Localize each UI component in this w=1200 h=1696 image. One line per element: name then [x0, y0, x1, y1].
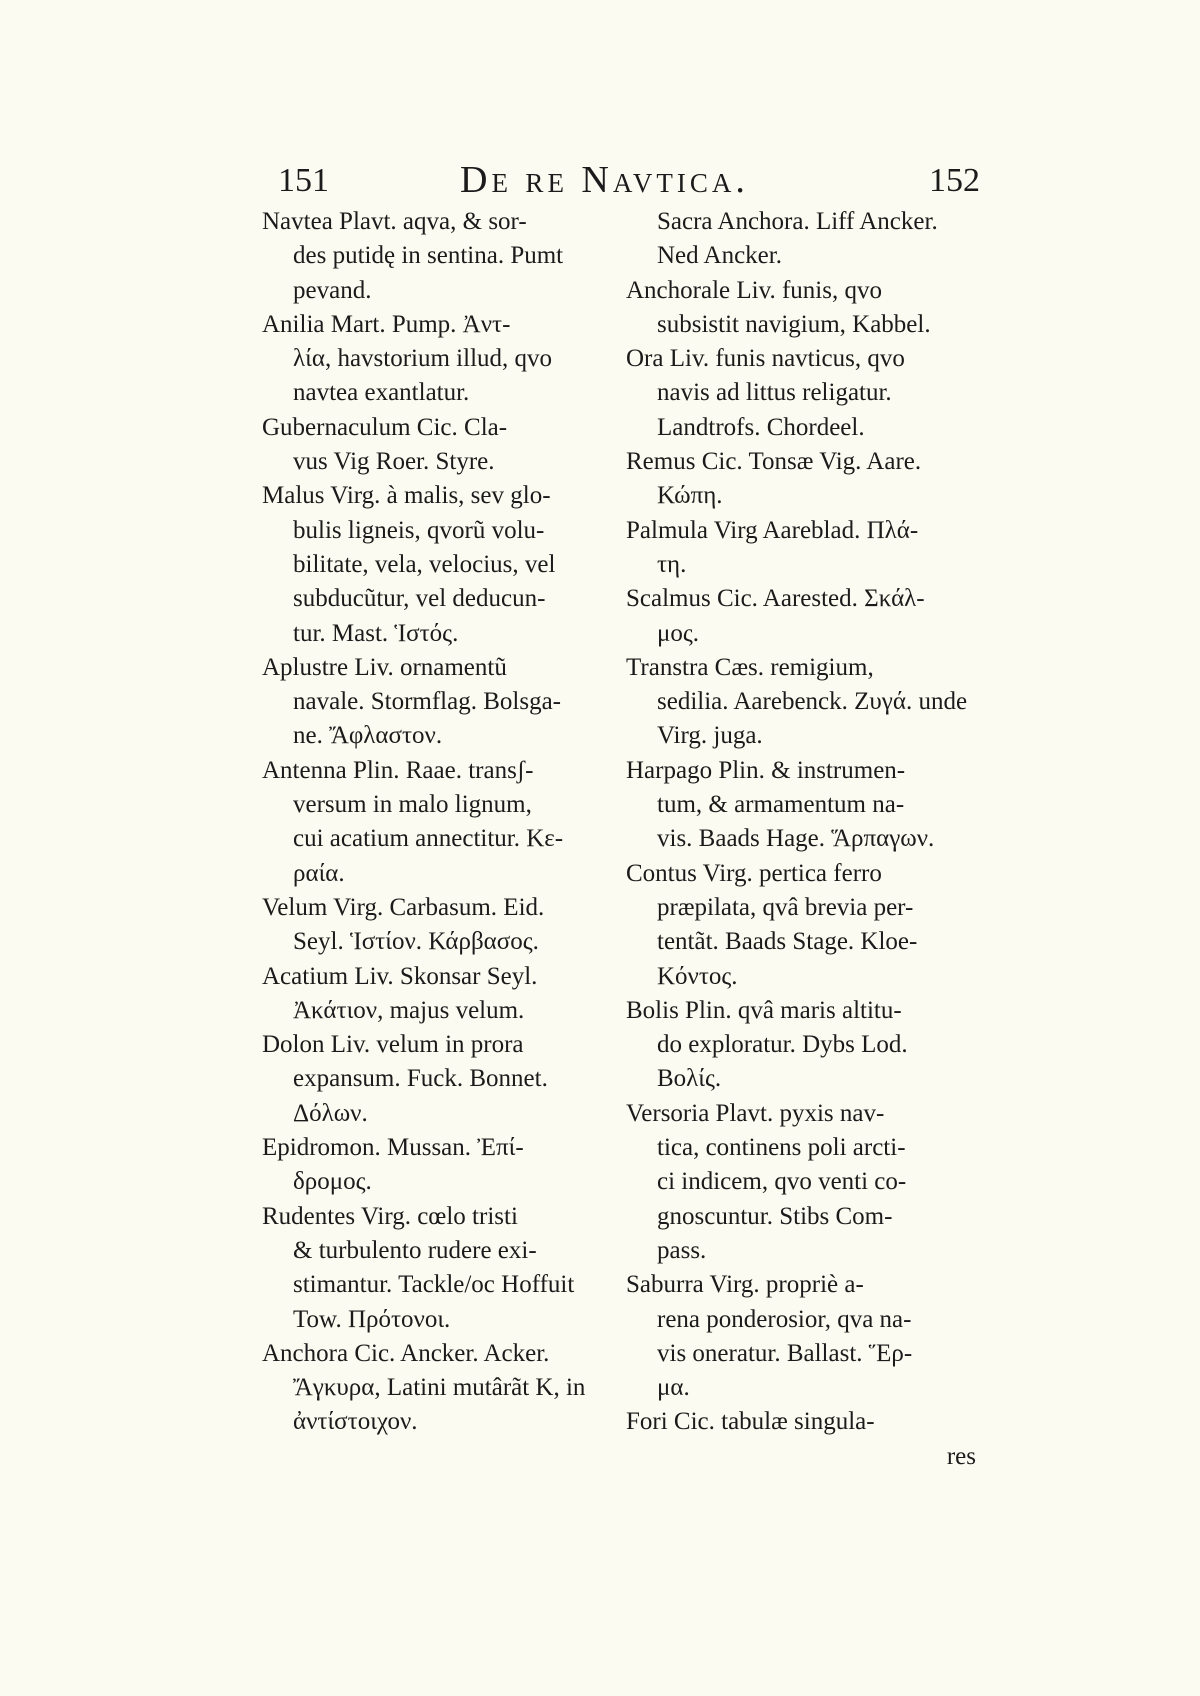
- text-line: Anchora Cic. Ancker. Acker.: [262, 1339, 550, 1367]
- text-line: Scalmus Cic. Aarested. Σκάλ-: [626, 585, 925, 613]
- text-line: Transtra Cæs. remigium,: [626, 653, 874, 681]
- catchword: res: [946, 1442, 976, 1470]
- text-line: μα.: [657, 1374, 690, 1402]
- text-line: Acatium Liv. Skonsar Seyl.: [262, 962, 538, 990]
- right-column: [626, 205, 982, 1474]
- text-line: bulis ligneis, qvorũ volu-: [293, 516, 545, 544]
- text-line: Dolon Liv. velum in prora: [262, 1031, 524, 1059]
- text-line: Κόντος.: [657, 962, 738, 990]
- text-line: Harpago Plin. & instrumen-: [626, 756, 906, 784]
- text-line: Aplustre Liv. ornamentũ: [262, 653, 507, 681]
- text-line: Epidromon. Mussan. Ἐπί-: [262, 1134, 524, 1162]
- text-line: Bolis Plin. qvâ maris altitu-: [626, 996, 902, 1024]
- text-line: Palmula Virg Aareblad. Πλά-: [626, 516, 919, 544]
- text-line: Saburra Virg. propriè a-: [626, 1271, 864, 1299]
- text-line: Virg. juga.: [657, 722, 763, 750]
- running-header: [270, 158, 980, 206]
- text-line: Anchorale Liv. funis, qvo: [626, 276, 882, 304]
- text-line: τη.: [657, 550, 687, 578]
- text-line: tica, continens poli arcti-: [657, 1134, 906, 1162]
- text-line: Κώπη.: [657, 482, 723, 510]
- text-line: bilitate, vela, velocius, vel: [293, 550, 556, 578]
- text-line: Velum Virg. Carbasum. Eid.: [262, 893, 545, 921]
- text-line: Fori Cic. tabulæ singula-: [626, 1408, 875, 1436]
- text-line: cui acatium annectitur. Κε-: [293, 825, 564, 853]
- text-line: gnoscuntur. Stibs Com-: [657, 1202, 893, 1230]
- text-line: Ora Liv. funis navticus, qvo: [626, 345, 905, 373]
- text-line: ραία.: [293, 859, 345, 887]
- text-line: versum in malo lignum,: [293, 791, 532, 819]
- text-line: Anilia Mart. Pump. Ἀντ-: [262, 310, 511, 338]
- left-column: [262, 205, 624, 1440]
- text-line: tum, & armamentum na-: [657, 791, 905, 819]
- text-line: Landtrofs. Chordeel.: [657, 413, 865, 441]
- text-line: vus Vig Roer. Styre.: [293, 448, 495, 476]
- text-line: Seyl. Ἱστίον. Κάρβασος.: [293, 928, 539, 956]
- text-line: vis. Baads Hage. Ἅρπαγων.: [657, 825, 935, 853]
- text-line: ne. Ἄφλαστον.: [293, 722, 443, 750]
- text-line: navtea exantlatur.: [293, 379, 470, 407]
- text-line: stimantur. Tackle/oc Hoffuit: [293, 1271, 575, 1299]
- text-line: præpilata, qvâ brevia per-: [657, 893, 914, 921]
- text-line: tentãt. Baads Stage. Kloe-: [657, 928, 918, 956]
- text-line: & turbulento rudere exi-: [293, 1236, 537, 1264]
- text-line: Ἀκάτιον, majus velum.: [293, 996, 525, 1024]
- text-line: Ἄγκυρα, Latini mutârãt K, in: [293, 1374, 586, 1402]
- text-line: μος.: [657, 619, 700, 647]
- text-line: Navtea Plavt. aqva, & sor-: [262, 208, 527, 235]
- text-line: subducũtur, vel deducun-: [293, 585, 546, 613]
- text-line: Rudentes Virg. cœlo tristi: [262, 1202, 518, 1230]
- text-line: Versoria Plavt. pyxis nav-: [626, 1099, 885, 1127]
- text-line: Δόλων.: [293, 1099, 368, 1127]
- page-number-right: 152: [929, 162, 980, 199]
- text-line: navis ad littus religatur.: [657, 379, 892, 407]
- text-line: pevand.: [293, 276, 372, 304]
- text-line: Contus Virg. pertica ferro: [626, 859, 882, 887]
- text-line: Sacra Anchora. Liff Ancker.: [657, 208, 938, 235]
- text-line: Malus Virg. à malis, sev glo-: [262, 482, 551, 510]
- text-line: vis oneratur. Ballast. Ἕρ-: [657, 1339, 913, 1367]
- text-line: expansum. Fuck. Bonnet.: [293, 1065, 548, 1093]
- text-line: subsistit navigium, Kabbel.: [657, 310, 931, 338]
- text-line: Remus Cic. Tonsæ Vig. Aare.: [626, 448, 922, 476]
- text-line: Tow. Πρότονοι.: [293, 1305, 451, 1333]
- text-line: sedilia. Aarebenck. Ζυγά. unde: [657, 688, 968, 716]
- text-line: ci indicem, qvo venti co-: [657, 1168, 907, 1196]
- text-line: des putidę in sentina. Pumt: [293, 242, 564, 270]
- text-line: pass.: [657, 1236, 707, 1264]
- text-line: δρομος.: [293, 1168, 372, 1196]
- text-line: Ned Ancker.: [657, 242, 782, 270]
- text-line: Antenna Plin. Raae. transʃ-: [262, 756, 534, 784]
- text-line: rena ponderosior, qva na-: [657, 1305, 912, 1333]
- text-line: ἀντίστοιχον.: [293, 1408, 418, 1436]
- text-line: do exploratur. Dybs Lod.: [657, 1031, 908, 1059]
- text-line: Gubernaculum Cic. Cla-: [262, 413, 508, 441]
- text-line: λία, havstorium illud, qvo: [293, 345, 553, 373]
- page-number-left: 151: [278, 162, 329, 199]
- text-line: tur. Mast. Ἱστός.: [293, 619, 459, 647]
- running-title: De re Navtica.: [460, 159, 749, 201]
- text-line: Βολίς.: [657, 1065, 722, 1093]
- text-line: navale. Stormflag. Bolsga-: [293, 688, 561, 716]
